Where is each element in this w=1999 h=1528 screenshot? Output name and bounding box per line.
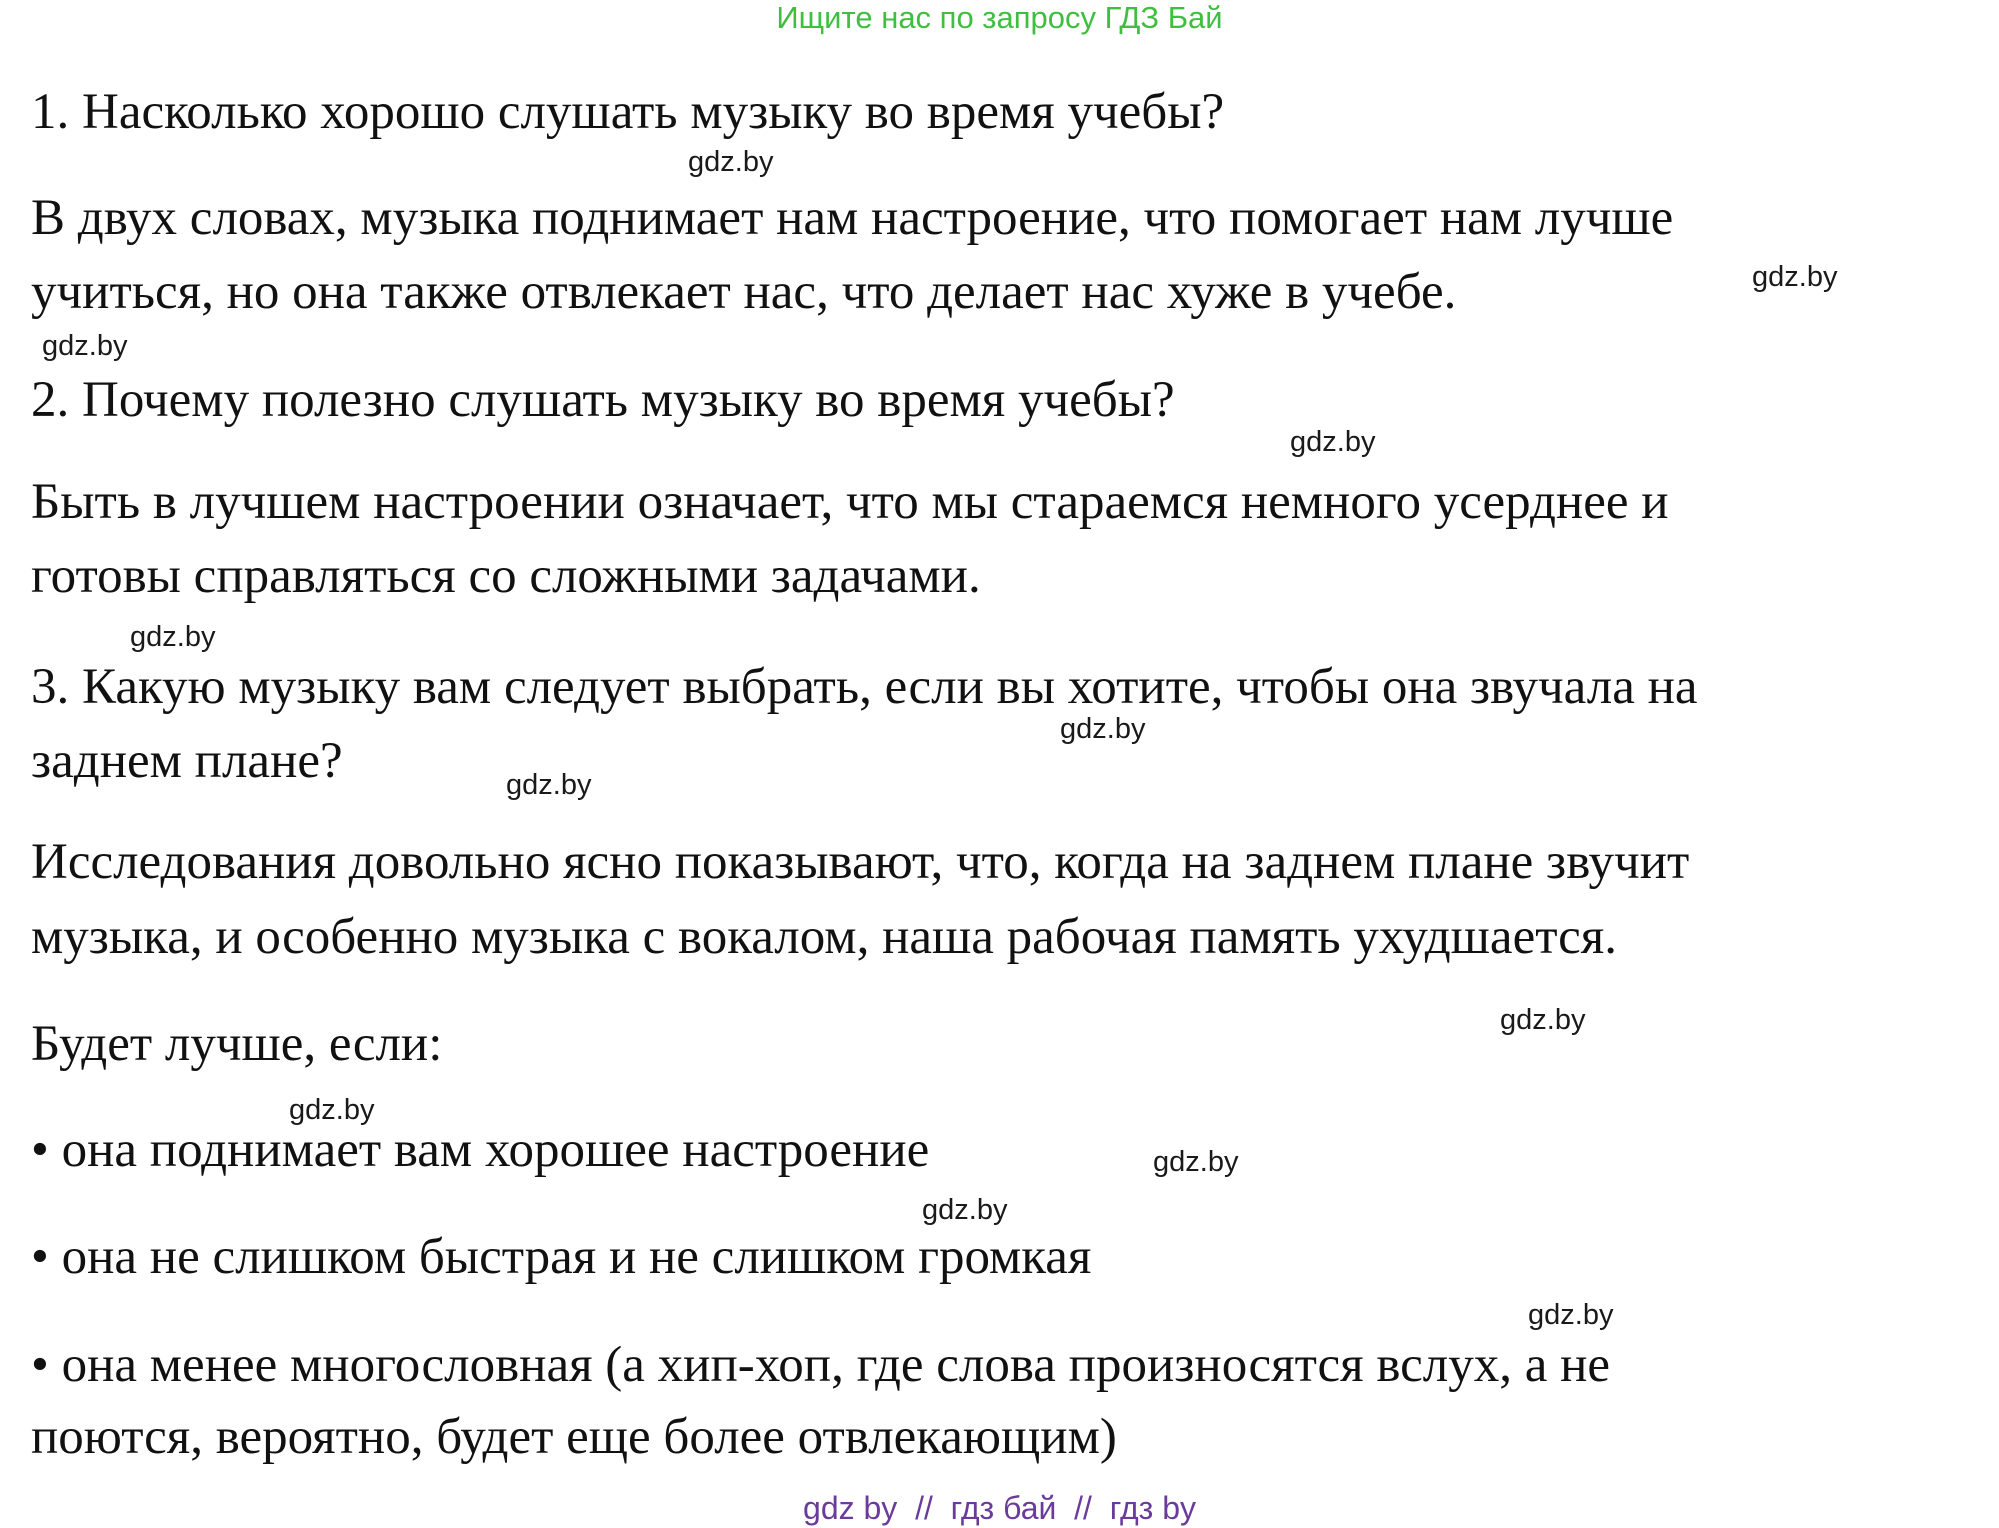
- question-2: 2. Почему полезно слушать музыку во время учебы?: [31, 372, 1175, 428]
- answer-1-line-1: В двух словах, музыка поднимает нам настроение, что помогает нам лучше: [31, 190, 1674, 246]
- watermark: gdz.by: [688, 146, 774, 178]
- watermark: gdz.by: [506, 769, 592, 801]
- answer-2-line-1: Быть в лучшем настроении означает, что мы стараемся немного усерднее и: [31, 474, 1669, 530]
- question-3-line-1: 3. Какую музыку вам следует выбрать, если вы хотите, чтобы она звучала на: [31, 659, 1698, 715]
- bullet-3-line-2: поются, вероятно, будет еще более отвлекающим): [31, 1409, 1117, 1465]
- bullet-2: • она не слишком быстрая и не слишком громкая: [31, 1229, 1092, 1285]
- watermark: gdz.by: [1528, 1299, 1614, 1331]
- bullet-3-line-1: • она менее многословная (а хип-хоп, где слова произносятся вслух, а не: [31, 1337, 1611, 1393]
- footer-links: gdz by // гдз бай // гдз by: [803, 1490, 1196, 1526]
- answer-3-line-1: Исследования довольно ясно показывают, что, когда на заднем плане звучит: [31, 834, 1690, 890]
- watermark: gdz.by: [1500, 1004, 1586, 1036]
- watermark: gdz.by: [1153, 1146, 1239, 1178]
- answer-3-line-2: музыка, и особенно музыка с вокалом, наша рабочая память ухудшается.: [31, 909, 1617, 965]
- watermark: gdz.by: [1752, 261, 1838, 293]
- watermark: gdz.by: [1060, 713, 1146, 745]
- better-if-heading: Будет лучше, если:: [31, 1016, 443, 1072]
- question-1: 1. Насколько хорошо слушать музыку во время учебы?: [31, 84, 1225, 140]
- answer-2-line-2: готовы справляться со сложными задачами.: [31, 548, 981, 604]
- top-banner: Ищите нас по запросу ГДЗ Бай: [776, 0, 1223, 35]
- watermark: gdz.by: [130, 621, 216, 653]
- watermark: gdz.by: [922, 1194, 1008, 1226]
- question-3-line-2: заднем плане?: [31, 733, 343, 789]
- watermark: gdz.by: [42, 330, 128, 362]
- answer-1-line-2: учиться, но она также отвлекает нас, что делает нас хуже в учебе.: [31, 264, 1457, 320]
- watermark: gdz.by: [1290, 426, 1376, 458]
- bullet-1: • она поднимает вам хорошее настроение: [31, 1122, 930, 1178]
- watermark: gdz.by: [289, 1094, 375, 1126]
